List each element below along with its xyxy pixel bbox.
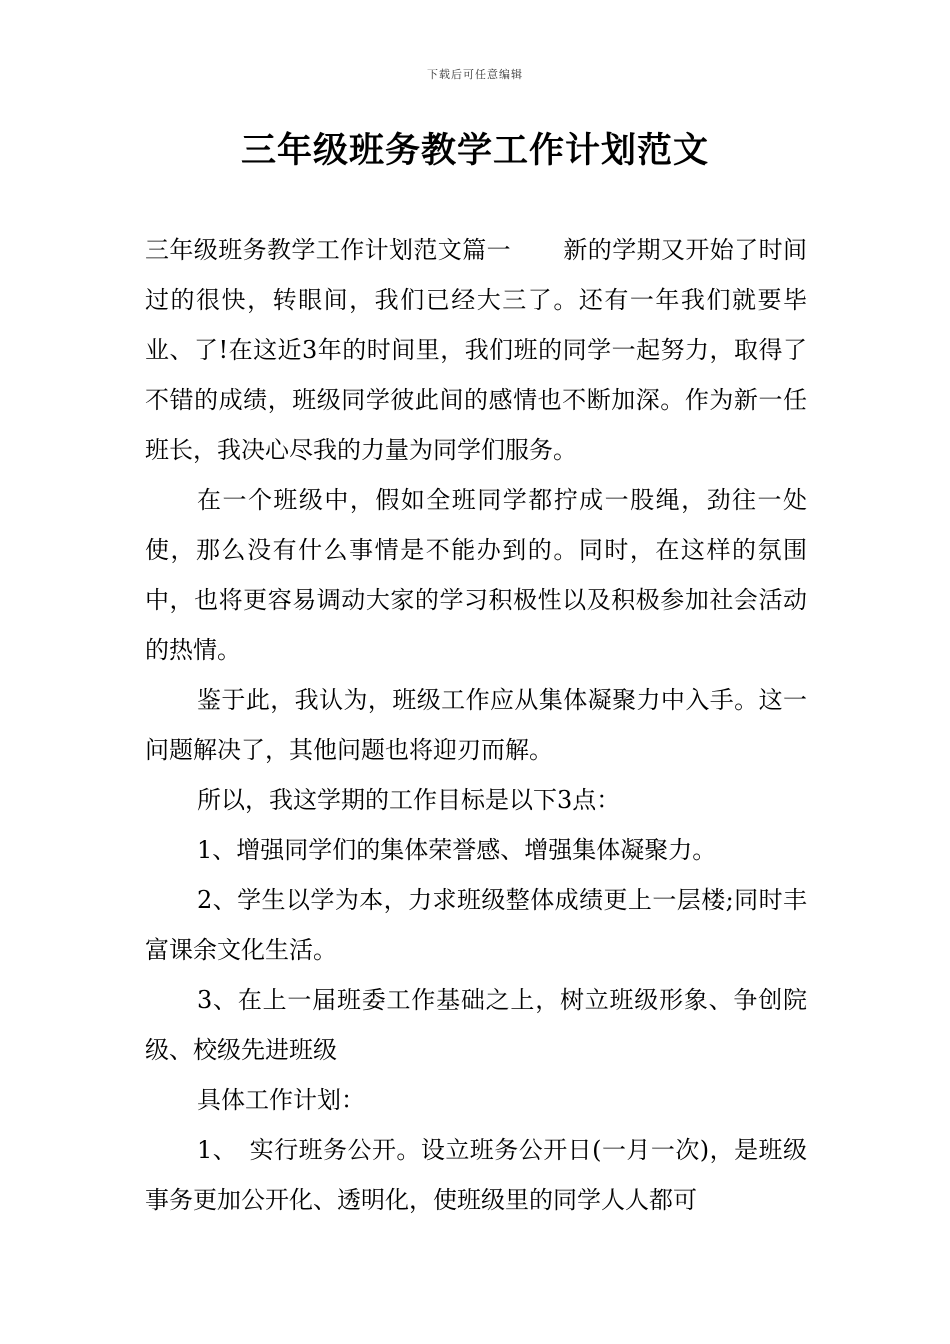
document-body — [145, 225, 807, 1225]
document-title: 三年级班务教学工作计划范文 — [240, 130, 709, 171]
goal-item-1: 1、增强同学们的集体荣誉感、增强集体凝聚力。 — [197, 836, 717, 864]
paragraph: 所以，我这学期的工作目标是以下3点： — [197, 786, 621, 814]
plan-heading: 具体工作计划： — [197, 1086, 365, 1114]
plan-item-1: 1、 实行班务公开。设立班务公开日(一月一次)，是班级事务更加公开化、透明化，使班级里的同学人人都可 — [145, 1136, 807, 1214]
paragraph: 在一个班级中，假如全班同学都拧成一股绳，劲往一处使，那么没有什么事情是不能办到的。同时，在这样的氛围中，也将更容易调动大家的学习积极性以及积极参加社会活动的热情。 — [145, 486, 807, 664]
intro-text: 新的学期又开始了时间过的很快，转眼间，我们已经大三了。还有一年我们就要毕业、了!在这近3年的时间里，我们班的同学一起努力，取得了不错的成绩，班级同学彼此间的感情也不断加深。作为新一任班长，我决心尽我的力量为同学们服务。 — [145, 236, 807, 464]
section-heading: 三年级班务教学工作计划范文篇一 — [145, 236, 511, 264]
goal-item-2: 2、学生以学为本，力求班级整体成绩更上一层楼;同时丰富课余文化生活。 — [145, 886, 807, 964]
header-note: 下载后可任意编辑 — [427, 68, 523, 81]
goal-item-3: 3、在上一届班委工作基础之上，树立班级形象、争创院级、校级先进班级 — [145, 986, 807, 1064]
paragraph-intro — [145, 225, 807, 475]
paragraph: 鉴于此，我认为，班级工作应从集体凝聚力中入手。这一问题解决了，其他问题也将迎刃而解。 — [145, 686, 807, 764]
